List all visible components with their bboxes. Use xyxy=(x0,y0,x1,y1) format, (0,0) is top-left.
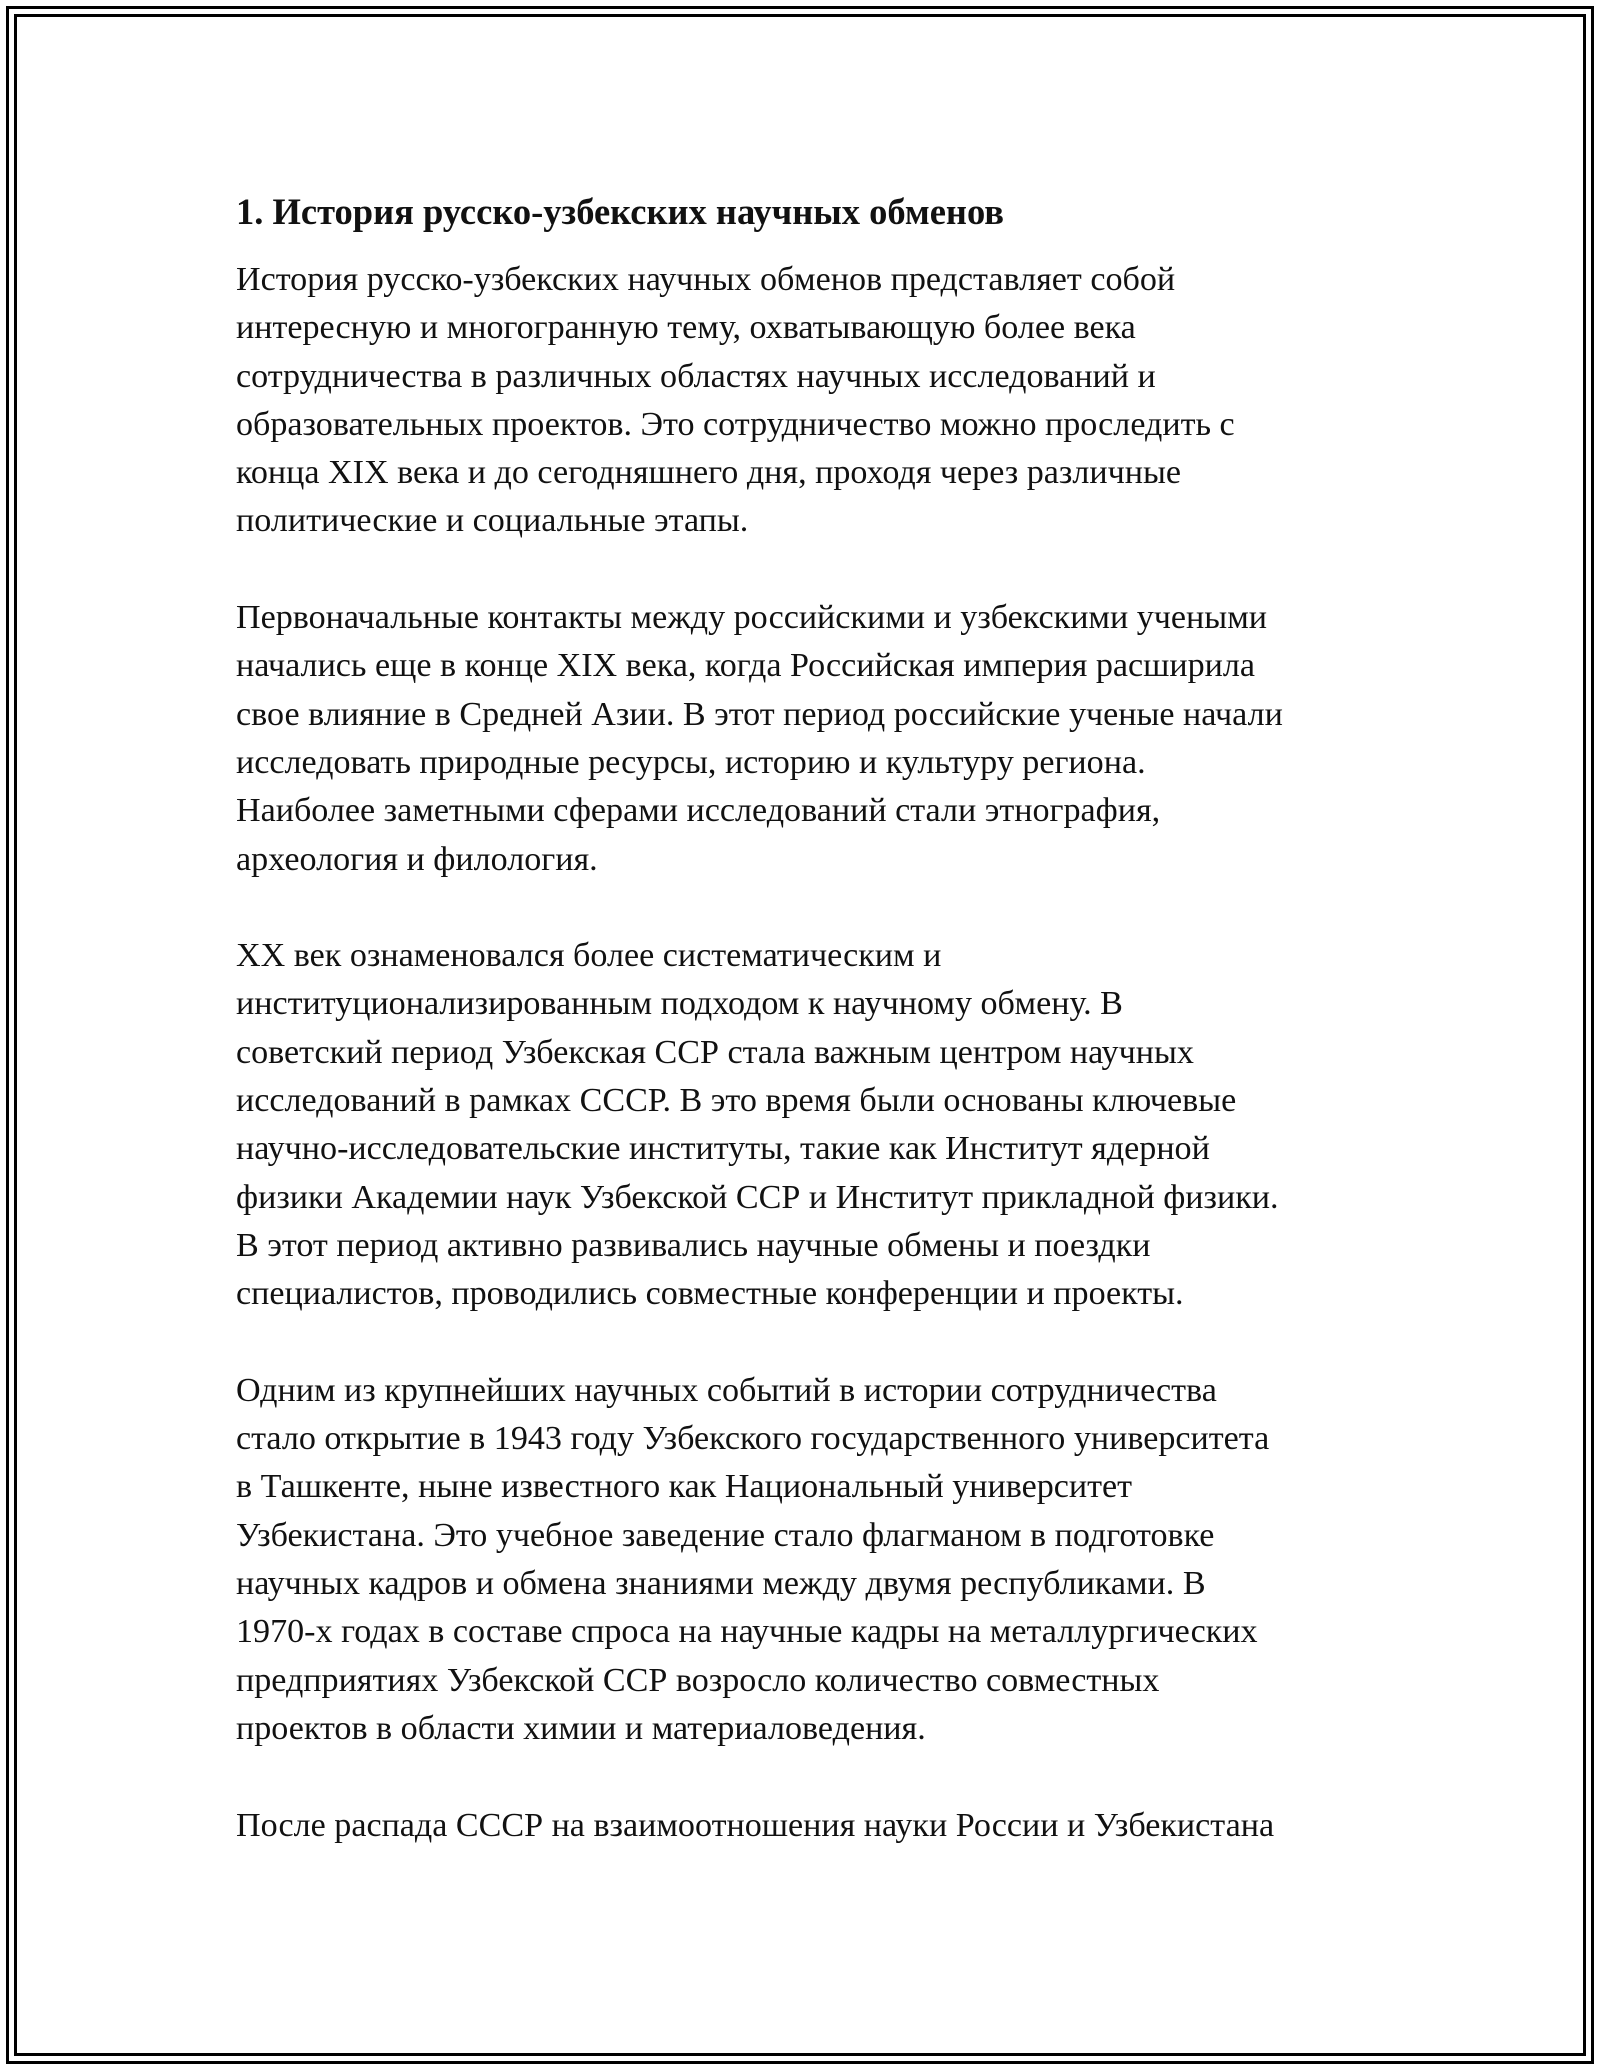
paragraph-3: XX век ознаменовался более систематическим и институционализированным подходом к научному обмену. В советский период Узбекская ССР стала важным центром научных исследований в рамках СССР. В это время были основаны ключевые научно-исследовательские институты, такие как Институт ядерной физики Академии наук Узбекской ССР и Институт прикладной физики. В этот период активно развивались научные обмены и поездки специалистов, проводились совместные конференции и проекты. xyxy=(236,937,1279,1313)
paragraph-5: После распада СССР на взаимоотношения науки России и Узбекистана xyxy=(236,1806,1275,1844)
document-body xyxy=(236,188,1386,1898)
paragraph-2: Первоначальные контакты между российскими и узбекскими учеными начались еще в конце XIX века, когда Российская империя расширила свое влияние в Средней Азии. В этот период российские ученые начали исследовать природные ресурсы, историю и культуру региона. Наиболее заметными сферами исследований стали этнография, археология и филология. xyxy=(236,599,1283,878)
section-heading: 1. История русско-узбекских научных обменов xyxy=(236,191,1005,232)
paragraph-1: История русско-узбекских научных обменов представляет собой интересную и многогранную тему, охватывающую более века сотрудничества в различных областях научных исследований и образовательных проектов. Это сотрудничество можно проследить с конца XIX века и до сегодняшнего дня, проходя через различные политические и социальные этапы. xyxy=(236,261,1235,540)
paragraph-4: Одним из крупнейших научных событий в истории сотрудничества стало открытие в 1943 году Узбекского государственного университета в Ташкенте, ныне известного как Национальный университет Узбекистана. Это учебное заведение стало флагманом в подготовке научных кадров и обмена знаниями между двумя республиками. В 1970-х годах в составе спроса на научные кадры на металлургических предприятиях Узбекской ССР возросло количество совместных проектов в области химии и материаловедения. xyxy=(236,1371,1270,1747)
